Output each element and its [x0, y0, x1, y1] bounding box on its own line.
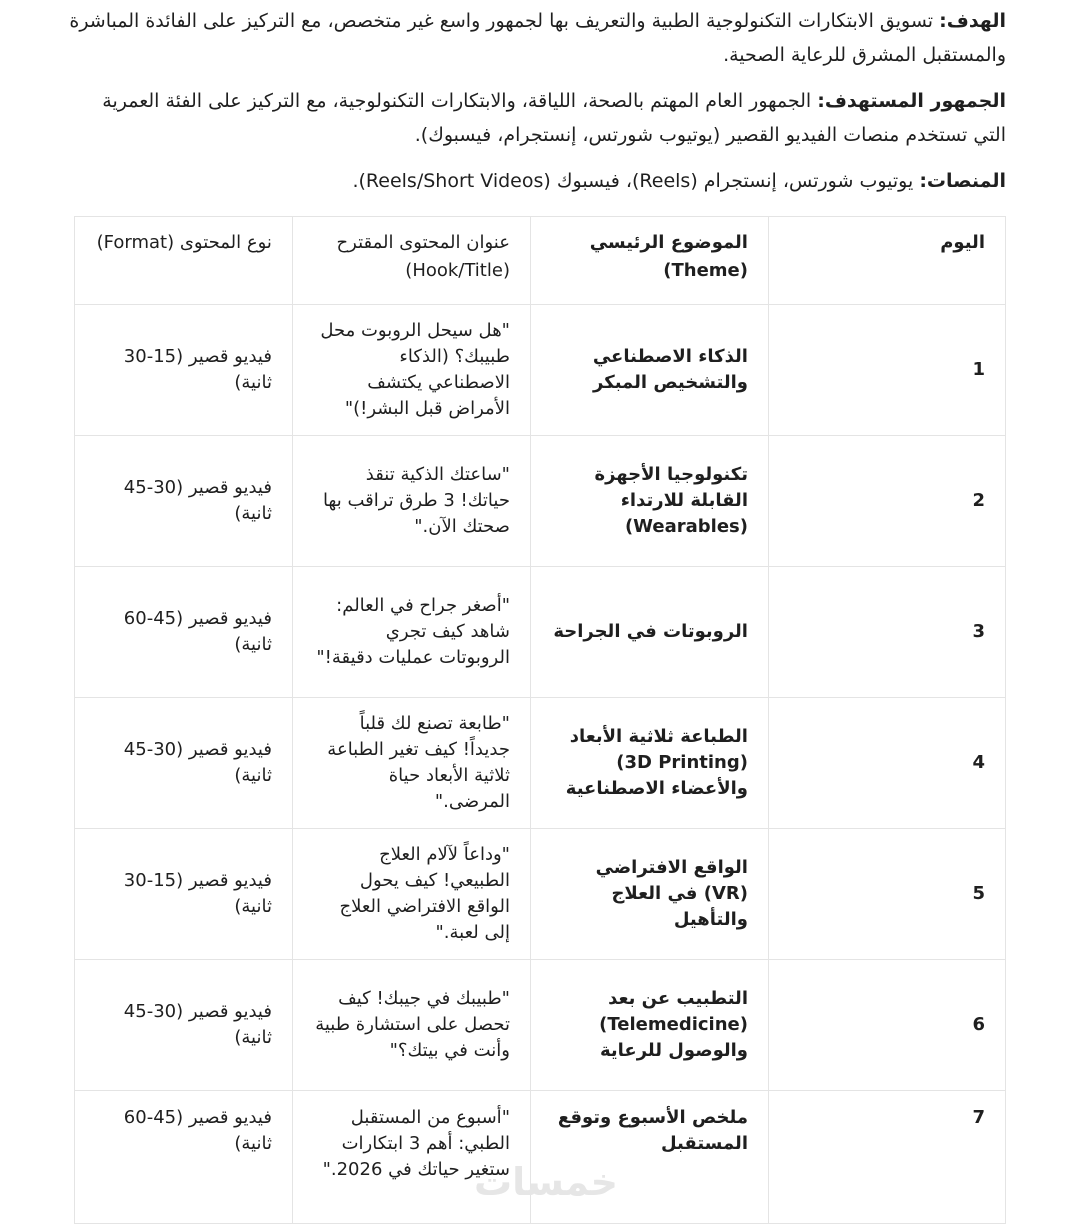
cell-hook: "أسبوع من المستقبل الطبي: أهم 3 ابتكارات ستغير حياتك في 2026.": [292, 1091, 530, 1224]
content-plan-table: [74, 216, 1006, 1224]
cell-hook: "هل سيحل الروبوت محل طبيبك؟ (الذكاء الاصطناعي يكتشف الأمراض قبل البشر!)": [292, 305, 530, 436]
cell-theme: ملخص الأسبوع وتوقع المستقبل: [530, 1091, 768, 1224]
cell-format: فيديو قصير (15-30 ثانية): [75, 829, 293, 960]
cell-hook: "طبيبك في جيبك! كيف تحصل على استشارة طبية وأنت في بيتك؟": [292, 960, 530, 1091]
cell-day: 7: [768, 1091, 1005, 1224]
platforms-text: يوتيوب شورتس، إنستجرام (Reels)، فيسبوك (Reels/Short Videos).: [352, 170, 914, 192]
cell-hook: "ساعتك الذكية تنقذ حياتك! 3 طرق تراقب بها صحتك الآن.": [292, 436, 530, 567]
cell-day: 5: [768, 829, 1005, 960]
cell-format: فيديو قصير (15-30 ثانية): [75, 305, 293, 436]
watermark-logo: خمسات: [474, 1160, 618, 1204]
header-theme: الموضوع الرئيسي (Theme): [530, 217, 768, 305]
cell-theme: الطباعة ثلاثية الأبعاد (3D Printing) والأعضاء الاصطناعية: [530, 698, 768, 829]
cell-format: فيديو قصير (45-60 ثانية): [75, 1091, 293, 1224]
cell-hook: "أصغر جراح في العالم: شاهد كيف تجري الروبوتات عمليات دقيقة!": [292, 567, 530, 698]
cell-day: 4: [768, 698, 1005, 829]
cell-format: فيديو قصير (30-45 ثانية): [75, 960, 293, 1091]
header-day: اليوم: [768, 217, 1005, 305]
table-row: [75, 567, 1006, 698]
audience-label: الجمهور المستهدف:: [817, 90, 1006, 112]
cell-day: 1: [768, 305, 1005, 436]
header-format: نوع المحتوى (Format): [75, 217, 293, 305]
goal-text: تسويق الابتكارات التكنولوجية الطبية والتعريف بها لجمهور واسع غير متخصص، مع التركيز على الفائدة المباشرة والمستقبل المشرق للرعاية الصحية.: [69, 10, 1006, 66]
platforms-paragraph: [66, 164, 1006, 198]
table-header-row: [75, 217, 1006, 305]
cell-format: فيديو قصير (45-60 ثانية): [75, 567, 293, 698]
cell-hook: "طابعة تصنع لك قلباً جديداً! كيف تغير الطباعة ثلاثية الأبعاد حياة المرضى.": [292, 698, 530, 829]
cell-format: فيديو قصير (30-45 ثانية): [75, 698, 293, 829]
cell-theme: التطبيب عن بعد (Telemedicine) والوصول للرعاية: [530, 960, 768, 1091]
audience-text: الجمهور العام المهتم بالصحة، اللياقة، والابتكارات التكنولوجية، مع التركيز على الفئة العمرية التي تستخدم منصات الفيديو القصير (يوتيوب شورتس، إنستجرام، فيسبوك).: [102, 90, 1006, 146]
cell-hook: "وداعاً لآلام العلاج الطبيعي! كيف يحول الواقع الافتراضي العلاج إلى لعبة.": [292, 829, 530, 960]
table-row: [75, 305, 1006, 436]
header-hook: عنوان المحتوى المقترح (Hook/Title): [292, 217, 530, 305]
table-row: [75, 436, 1006, 567]
table-row: [75, 698, 1006, 829]
cell-theme: الواقع الافتراضي (VR) في العلاج والتأهيل: [530, 829, 768, 960]
content-plan-table-wrapper: [74, 216, 1006, 1224]
audience-paragraph: [66, 84, 1006, 152]
goal-paragraph: [66, 4, 1006, 72]
table-row: [75, 829, 1006, 960]
platforms-label: المنصات:: [919, 170, 1006, 192]
cell-theme: الذكاء الاصطناعي والتشخيص المبكر: [530, 305, 768, 436]
cell-day: 6: [768, 960, 1005, 1091]
cell-day: 2: [768, 436, 1005, 567]
cell-theme: تكنولوجيا الأجهزة القابلة للارتداء (Wearables): [530, 436, 768, 567]
table-row: [75, 960, 1006, 1091]
goal-label: الهدف:: [939, 10, 1006, 32]
intro-section: [66, 4, 1006, 210]
cell-format: فيديو قصير (30-45 ثانية): [75, 436, 293, 567]
cell-theme: الروبوتات في الجراحة: [530, 567, 768, 698]
cell-day: 3: [768, 567, 1005, 698]
